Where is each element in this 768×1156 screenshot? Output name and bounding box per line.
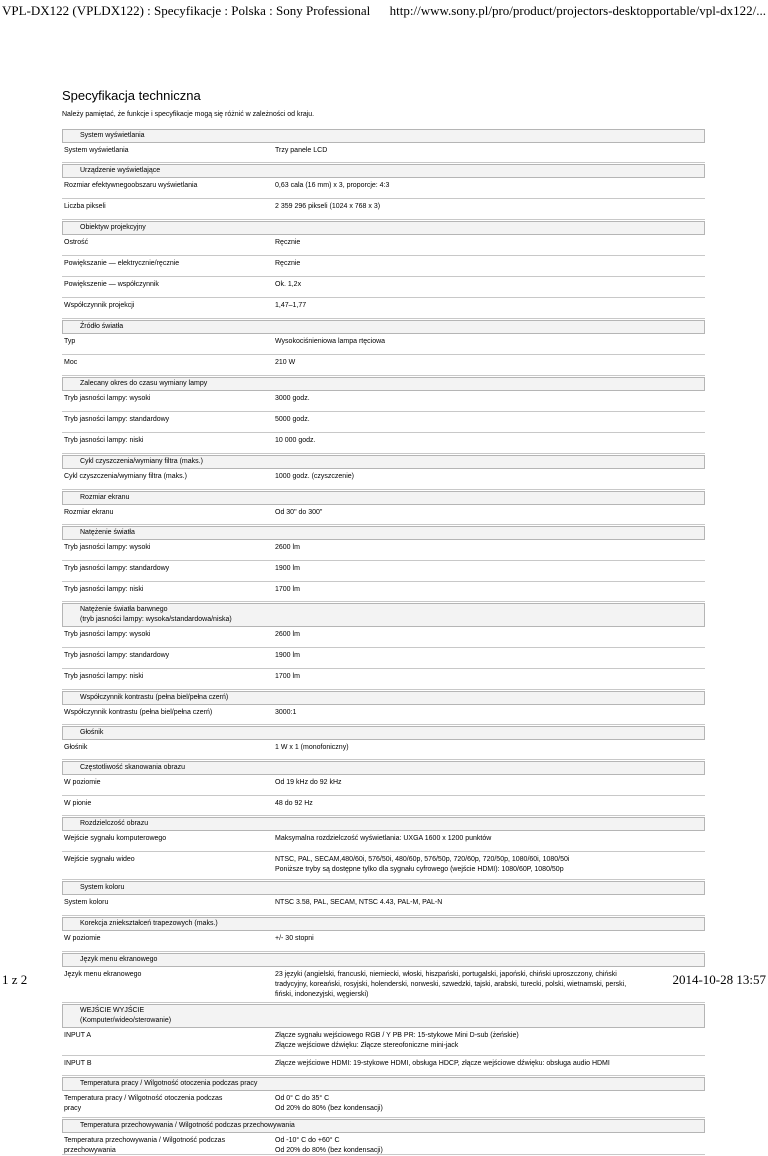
spec-label [62,564,259,578]
spec-label [62,585,259,598]
text-line: fiński, indonezyjski, węgierski) [275,991,369,998]
text-line: Tryb jasności lampy: niski [64,586,144,593]
spec-value [259,358,705,372]
spec-row [62,831,705,852]
text-line: Powiększenie — współczynnik [64,281,159,288]
section-header [62,953,705,967]
print-header-url: http://www.sony.pl/pro/product/projectors-desktopportable/vpl-dx122/... [389,3,766,18]
spec-value [259,778,705,792]
spec-label [62,146,259,159]
spec-row [62,540,705,561]
print-header [0,0,768,22]
text-line: Ręcznie [275,239,301,246]
spec-row [62,775,705,796]
text-line: W poziomie [64,935,101,942]
spec-section [62,1119,705,1155]
text-line: Tryb jasności lampy: standardowy [64,565,170,572]
text-line: 2600 lm [275,544,300,551]
spec-row [62,1133,705,1155]
spec-label [62,238,259,252]
text-line: 2600 lm [275,631,300,638]
spec-label [62,651,259,665]
text-line: Od 30" do 300" [275,509,323,516]
text-line: Od 20% do 80% (bez kondensacji) [275,1105,383,1112]
spec-value [259,415,705,429]
text-line: Wejście sygnału komputerowego [64,835,167,842]
section-header [62,917,705,931]
text-line: Zalecany okres do czasu wymiany lampy [80,380,208,387]
section-header [62,726,705,740]
spec-value [259,630,705,644]
text-line: System wyświetlania [80,132,145,139]
spec-label [62,743,259,756]
text-line: Korekcja zniekształceń trapezowych (maks.) [80,920,218,927]
spec-value [259,508,705,521]
section-header [62,320,705,334]
section-header [62,691,705,705]
spec-label [62,898,259,912]
spec-row [62,143,705,163]
text-line: Złącze sygnału wejściowego RGB / Y PB PR: 15-stykowe Mini D-sub (żeńskie) [275,1032,519,1039]
spec-row [62,355,705,376]
spec-row [62,505,705,525]
spec-row [62,334,705,355]
text-line: (Komputer/wideo/sterowanie) [80,1017,172,1024]
text-line: Rozmiar efektywnegoobszaru wyświetlania [64,182,198,189]
text-line: WEJŚCIE WYJŚCIE [80,1007,145,1014]
text-line: 23 języki (angielski, francuski, niemiecki, włoski, hiszpański, portugalski, japoński, chiński uproszczony, chiński [275,971,617,978]
spec-value [259,146,705,159]
spec-value [259,799,705,812]
spec-row [62,705,705,725]
text-line: Ok. 1,2x [275,281,302,288]
spec-section [62,603,705,690]
text-line: INPUT B [64,1060,92,1067]
spec-section [62,491,705,525]
spec-label [62,508,259,521]
spec-row [62,561,705,582]
spec-label [62,543,259,557]
text-line: Urządzenie wyświetlające [80,167,161,174]
text-line: 210 W [275,359,296,366]
spec-row [62,433,705,454]
section-header [62,455,705,469]
spec-section [62,761,705,816]
spec-value [259,394,705,408]
text-line: Maksymalna rozdzielczość wyświetlania: UXGA 1600 x 1200 punktów [275,835,492,842]
text-line: Trzy panele LCD [275,147,328,154]
spec-value [259,436,705,450]
text-line: Obiektyw projekcyjny [80,224,146,231]
text-line: Tryb jasności lampy: niski [64,673,144,680]
text-line: System koloru [80,884,125,891]
text-line: Tryb jasności lampy: standardowy [64,652,170,659]
spec-section [62,221,705,319]
spec-value [259,708,705,721]
text-line: NTSC, PAL, SECAM,480/60i, 576/50i, 480/60p, 576/50p, 720/60p, 720/50p, 1080/60i, 1080/50i [275,856,570,863]
text-line: 3000:1 [275,709,297,716]
spec-label [62,472,259,486]
print-datetime: 2014-10-28 13:57 [672,972,766,987]
text-line: System wyświetlania [64,147,129,154]
spec-row [62,852,705,880]
spec-section [62,526,705,602]
spec-label [62,415,259,429]
spec-value [259,472,705,486]
text-line: Wysokociśnieniowa lampa rtęciowa [275,338,386,345]
text-line: 48 do 92 Hz [275,800,313,807]
section-header [62,817,705,831]
text-line: Współczynnik kontrastu (pełna biel/pełna czerń) [80,694,229,701]
spec-row [62,412,705,433]
spec-row [62,895,705,916]
spec-table [62,128,705,1155]
spec-label [62,394,259,408]
text-line: tradycyjny, koreański, rosyjski, holenderski, norweski, szwedzki, tajski, arabski, turecki, polski, wietnamski, perski, [275,981,627,988]
text-line: Rozmiar ekranu [80,494,130,501]
spec-label [62,934,259,948]
spec-row [62,178,705,199]
spec-value [259,934,705,948]
text-line: Współczynnik kontrastu (pełna biel/pełna czerń) [64,709,213,716]
text-line: Rozdzielczość obrazu [80,820,149,827]
text-line: 1900 lm [275,565,300,572]
spec-value [259,181,705,195]
spec-label [62,436,259,450]
spec-label [62,708,259,721]
text-line: Współczynnik projekcji [64,302,135,309]
spec-label [62,630,259,644]
spec-value [259,585,705,598]
text-line: Głośnik [80,729,104,736]
spec-value [259,202,705,216]
text-line: Tryb jasności lampy: wysoki [64,544,151,551]
section-header [62,1119,705,1133]
spec-value [259,855,705,876]
section-header [62,491,705,505]
text-line: Cykl czyszczenia/wymiany filtra (maks.) [64,473,187,480]
text-line: 0,63 cala (16 mm) x 3, proporcje: 4:3 [275,182,390,189]
spec-value [259,1136,705,1154]
section-header [62,761,705,775]
text-line: Od 0° C do 35° C [275,1095,330,1102]
text-line: Wejście sygnału wideo [64,856,135,863]
spec-value [259,672,705,686]
spec-row [62,1091,705,1118]
text-line: Tryb jasności lampy: niski [64,437,144,444]
print-header-page-title: VPL-DX122 (VPLDX122) : Specyfikacje : Polska : Sony Professional [2,3,371,18]
spec-label [62,181,259,195]
section-header [62,603,705,627]
spec-section [62,164,705,220]
text-line: Temperatura przechowywania / Wilgotność podczas [64,1137,226,1144]
spec-label [62,358,259,372]
spec-row [62,740,705,760]
text-line: 5000 godz. [275,416,310,423]
page-title: Specyfikacja techniczna [62,88,201,103]
spec-value [259,301,705,315]
text-line: Tryb jasności lampy: wysoki [64,395,151,402]
text-line: Od 20% do 80% (bez kondensacji) [275,1147,383,1154]
spec-section [62,726,705,760]
text-line: 1900 lm [275,652,300,659]
spec-value [259,238,705,252]
spec-value [259,543,705,557]
spec-value [259,743,705,756]
section-header [62,881,705,895]
spec-section [62,455,705,490]
section-header [62,1004,705,1028]
spec-label [62,1136,259,1154]
spec-section [62,881,705,916]
spec-value [259,1094,705,1114]
text-line: Natężenie światła barwnego [80,606,168,613]
text-line: System koloru [64,899,109,906]
text-line: Język menu ekranowego [64,971,142,978]
spec-label [62,855,259,876]
spec-section [62,817,705,880]
spec-label [62,1059,259,1072]
text-line: Język menu ekranowego [80,956,158,963]
section-header [62,164,705,178]
spec-section [62,320,705,376]
page-number: 1 z 2 [2,972,28,987]
text-line: Typ [64,338,76,345]
text-line: Od 19 kHz do 92 kHz [275,779,342,786]
spec-row [62,627,705,648]
spec-row [62,298,705,319]
text-line: Liczba pikseli [64,203,106,210]
text-line: Złącze wejściowe dźwięku: Złącze stereofoniczne mini-jack [275,1042,459,1049]
text-line: Złącze wejściowe HDMI: 19-stykowe HDMI, obsługa HDCP, złącze wejściowe dźwięku: obsługa audio HDMI [275,1060,610,1067]
text-line: Poniższe tryby są dostępne tylko dla sygnału cyfrowego (wejście HDMI): 1080/60P, 1080/50p [275,866,564,873]
spec-label [62,1094,259,1114]
spec-row [62,256,705,277]
spec-row [62,469,705,490]
spec-row [62,199,705,220]
text-line: Temperatura przechowywania / Wilgotność podczas przechowywania [80,1122,295,1129]
spec-label [62,1031,259,1052]
text-line: NTSC 3.58, PAL, SECAM, NTSC 4.43, PAL-M, PAL-N [275,899,443,906]
text-line: Moc [64,359,78,366]
spec-value [259,280,705,294]
text-line: INPUT A [64,1032,92,1039]
spec-section [62,917,705,952]
spec-section [62,1004,705,1076]
spec-section [62,1077,705,1118]
spec-value [259,651,705,665]
text-line: Źródło światła [80,323,124,330]
spec-row [62,582,705,602]
spec-row [62,1028,705,1056]
spec-label [62,834,259,848]
spec-row [62,235,705,256]
text-line: Rozmiar ekranu [64,509,114,516]
spec-label [62,337,259,351]
spec-label [62,672,259,686]
text-line: Tryb jasności lampy: wysoki [64,631,151,638]
print-footer [0,968,768,990]
spec-row [62,796,705,816]
spec-row [62,1056,705,1076]
spec-row [62,648,705,669]
spec-value [259,337,705,351]
spec-row [62,277,705,298]
spec-value [259,834,705,848]
text-line: 1700 lm [275,586,300,593]
spec-value [259,898,705,912]
section-header [62,221,705,235]
spec-label [62,202,259,216]
text-line: W poziomie [64,779,101,786]
text-line: 1 W x 1 (monofoniczny) [275,744,349,751]
text-line: Ostrość [64,239,89,246]
text-line: 1000 godz. (czyszczenie) [275,473,354,480]
text-line: Powiększanie — elektrycznie/ręcznie [64,260,180,267]
text-line: +/- 30 stopni [275,935,314,942]
text-line: Głośnik [64,744,88,751]
spec-section [62,377,705,454]
spec-row [62,669,705,690]
spec-row [62,391,705,412]
section-header [62,129,705,143]
spec-row [62,931,705,952]
spec-value [259,1031,705,1052]
text-line: 1700 lm [275,673,300,680]
spec-section [62,691,705,725]
text-line: 10 000 godz. [275,437,316,444]
spec-value [259,1059,705,1072]
text-line: Temperatura pracy / Wilgotność otoczenia podczas pracy [80,1080,258,1087]
text-line: Od -10° C do +60° C [275,1137,340,1144]
spec-value [259,259,705,273]
section-header [62,526,705,540]
text-line: Cykl czyszczenia/wymiany filtra (maks.) [80,458,203,465]
text-line: 3000 godz. [275,395,310,402]
spec-section [62,129,705,163]
text-line: 2 359 296 pikseli (1024 x 768 x 3) [275,203,381,210]
spec-label [62,301,259,315]
text-line: (tryb jasności lampy: wysoka/standardowa/niska) [80,616,232,623]
spec-label [62,799,259,812]
text-line: Natężenie światła [80,529,135,536]
text-line: Ręcznie [275,260,301,267]
text-line: 1,47–1,77 [275,302,307,309]
section-header [62,377,705,391]
spec-label [62,259,259,273]
text-line: W pionie [64,800,92,807]
spec-label [62,280,259,294]
section-header [62,1077,705,1091]
spec-label [62,778,259,792]
text-line: przechowywania [64,1147,116,1154]
spec-value [259,564,705,578]
text-line: Częstotliwość skanowania obrazu [80,764,186,771]
disclaimer-note: Należy pamiętać, że funkcje i specyfikacje mogą się różnić w zależności od kraju. [62,111,315,118]
text-line: pracy [64,1105,82,1112]
text-line: Temperatura pracy / Wilgotność otoczenia podczas [64,1095,223,1102]
text-line: Tryb jasności lampy: standardowy [64,416,170,423]
